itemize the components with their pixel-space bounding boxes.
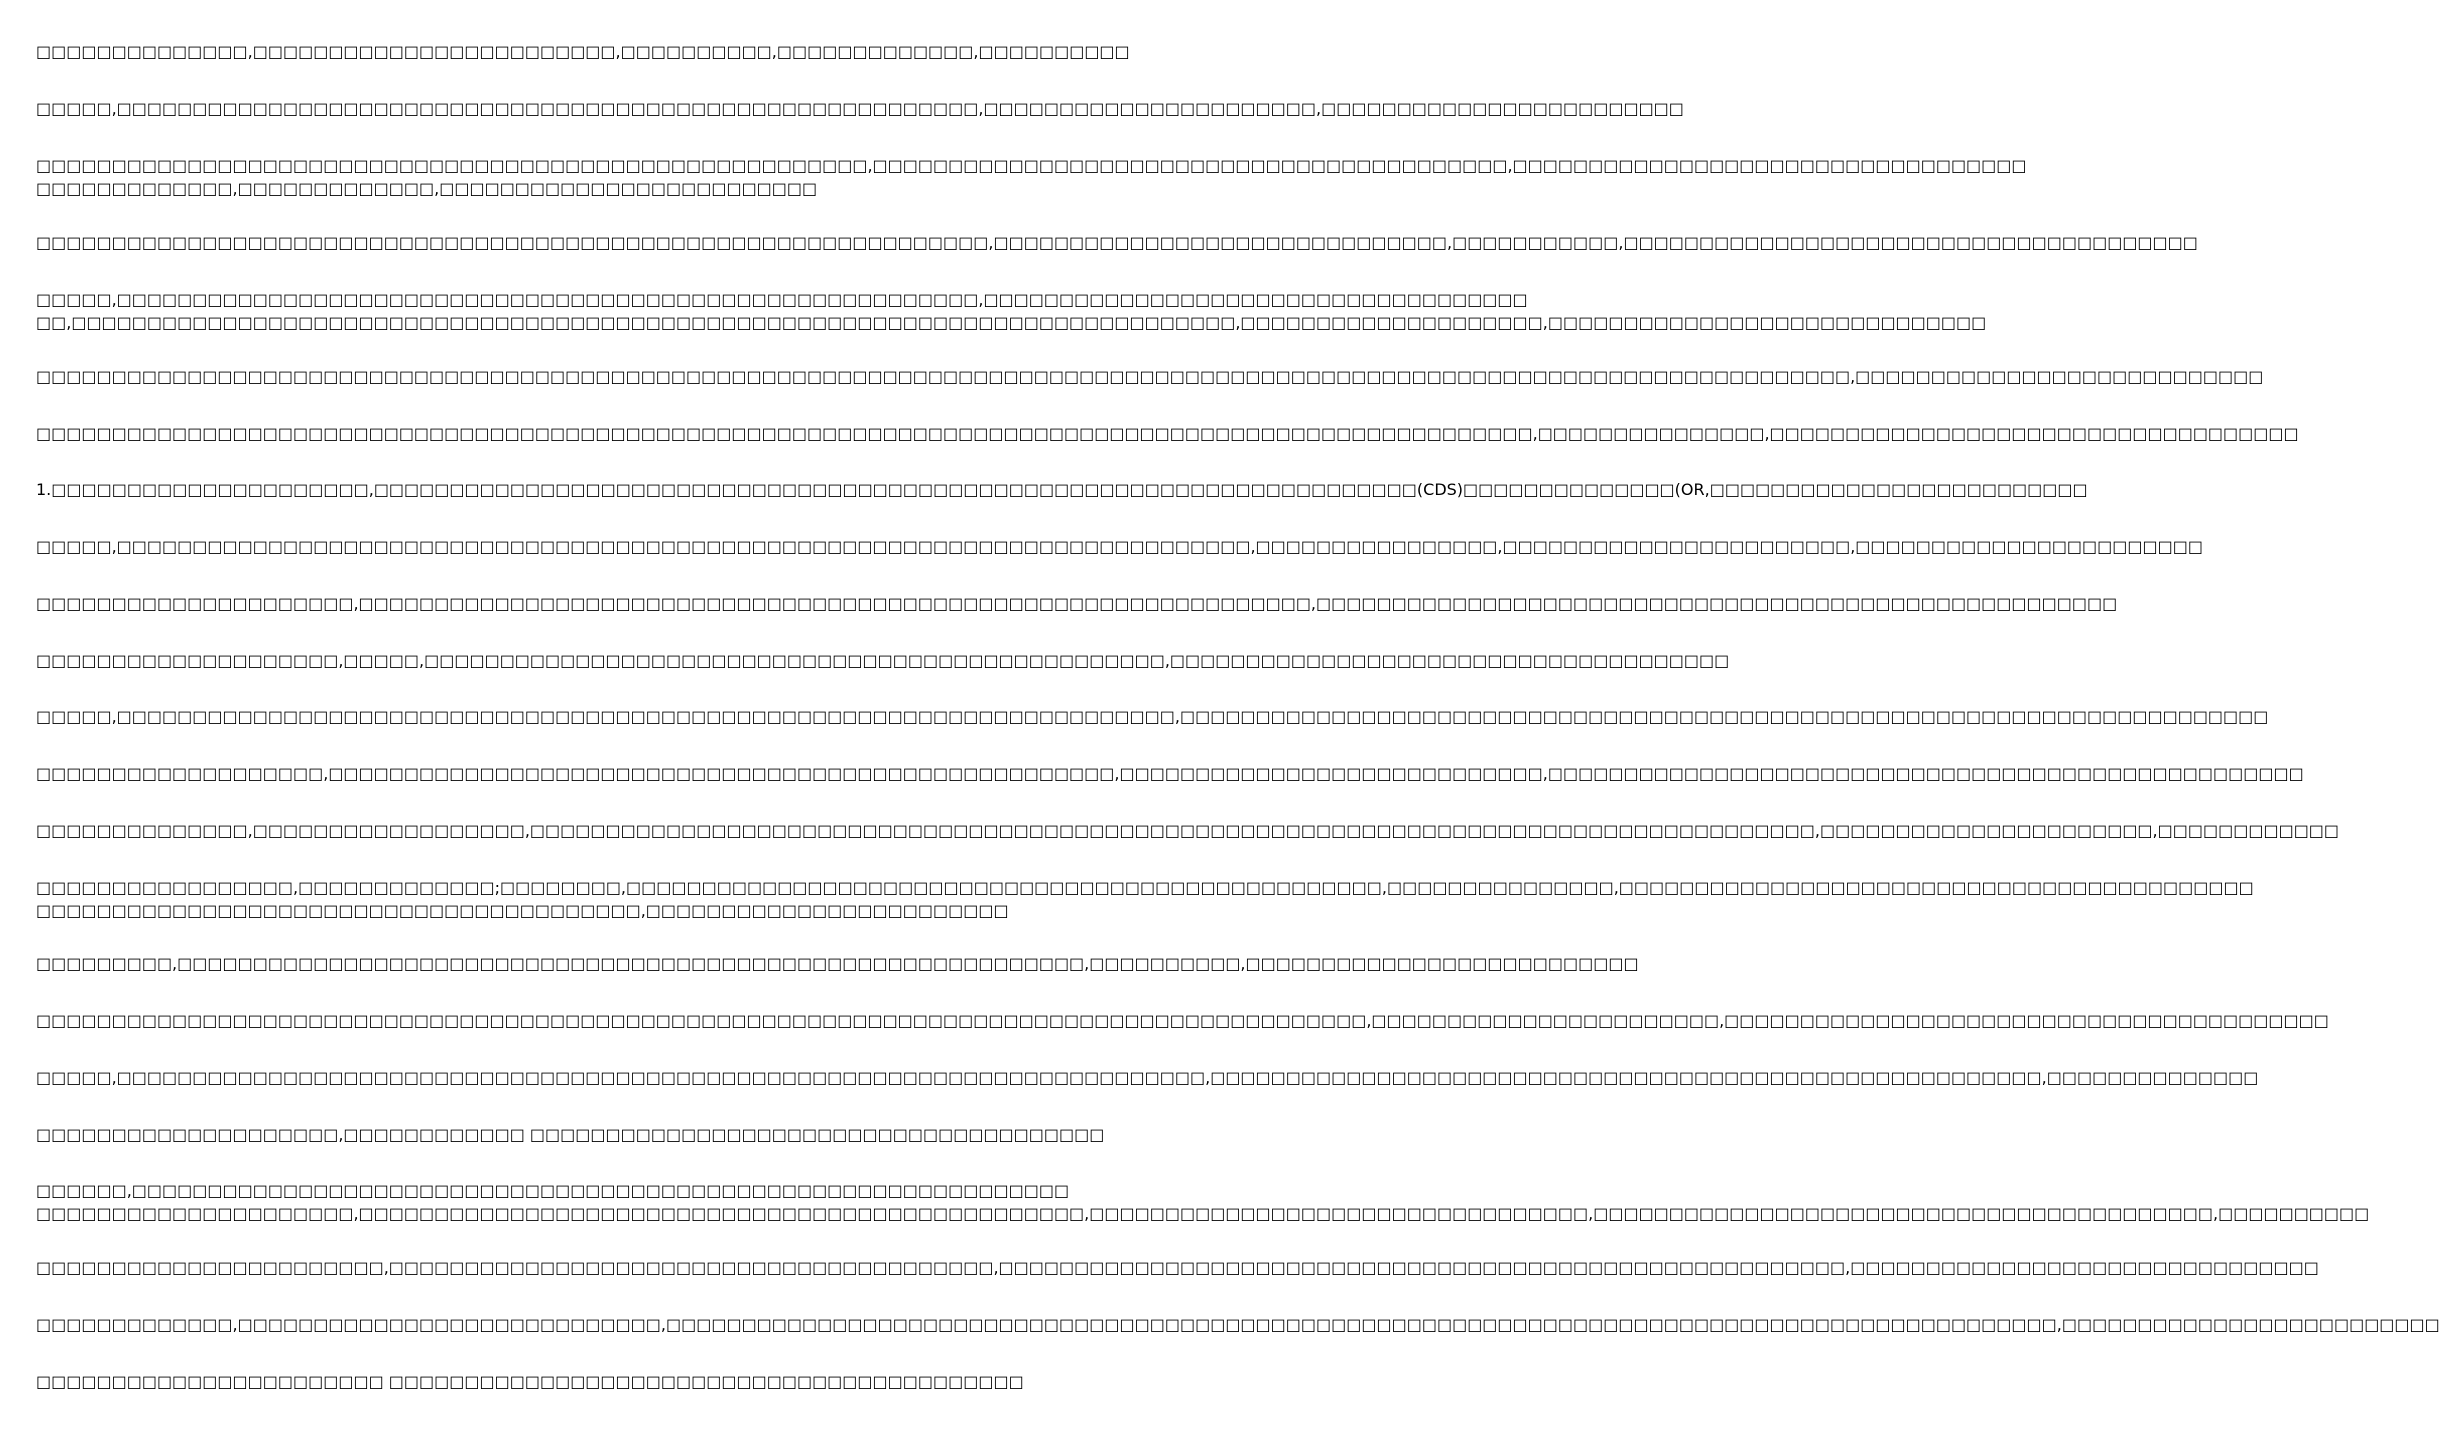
paragraph-line: □□□□□□□□□□□□□,□□□□□□□□□□□□□,□□□□□□□□□□□□□□□□□□□□□□□□□ <box>36 179 818 198</box>
paragraph-line: □□□□□,□□□□□□□□□□□□□□□□□□□□□□□□□□□□□□□□□□□□□□□□□□□□□□□□□□□□□□□□□□□□□□□□□□□□□□,□□□□□□□□□□□□□□□□□□□□□□□□□□□□□□□□□□□□□□□□□□□□□□□□□□□□□□□□□□□□□□□□□□□□□□□□ <box>36 707 2269 726</box>
paragraph <box>36 365 2264 388</box>
paragraph-line: □□□□□□□□□□□□□□□□□□□□□□□□□□□□□□□□□□□□□□□□□□□□□□□□□□□□□□□□□□□□□□□□□□□□□□□□□□□□□□□□□□□□□□□□,□□□□□□□□□□□□□□□□□□□□□□□,□□□□□□□□□□□□□□□□□□□□□□□□□□□□□□□□□□□□□□□□ <box>36 1011 2329 1030</box>
paragraph-line: □□□□□□□□□□□□□□□□□□□□□,□□□□□□□□□□□□□□□□□□□□□□□□□□□□□□□□□□□□□□□□□□□□□□□□□□□□□□□□□□□□□□□,□□□□□□□□□□□□□□□□□□□□□□□□□□□□□□□□□□□□□□□□□□□□□□□□□□□□□ <box>36 594 2118 613</box>
paragraph-line: □□□□□□□□□□□□□□,□□□□□□□□□□□□□□□□□□,□□□□□□□□□□□□□□□□□□□□□□□□□□□□□□□□□□□□□□□□□□□□□□□□□□□□□□□□□□□□□□□□□□□□□□□□□□□□□□□□□□□□□,□□□□□□□□□□□□□□□□□□□□□□,□□□□□□□□□□□□ <box>36 821 2340 840</box>
paragraph-line: □□□□□,□□□□□□□□□□□□□□□□□□□□□□□□□□□□□□□□□□□□□□□□□□□□□□□□□□□□□□□□□,□□□□□□□□□□□□□□□□□□□□□□□□□□□□□□□□□□□□ <box>36 290 1528 309</box>
paragraph <box>36 288 1987 334</box>
paragraph <box>36 40 1130 63</box>
paragraph-line: □□□□□□□□□□□□□□,□□□□□□□□□□□□□□□□□□□□□□□□,□□□□□□□□□□,□□□□□□□□□□□□□,□□□□□□□□□□ <box>36 42 1130 61</box>
paragraph <box>36 762 2304 785</box>
paragraph <box>36 535 2203 558</box>
paragraph-line: □□□□□□□□□□□□□□□□□□□□□□□□□□□□□□□□□□□□□□□□□□□□□□□□□□□□□□□□□□□□□□□□□□□□□□□□□□□□□□□□□□□□□□□□□□□□□□□□□□□□□□□□□□□□□□□□□□□□□□□□,□□□□□□□□□□□□□□□□□□□□□□□□□□□ <box>36 367 2264 386</box>
paragraph <box>36 952 1639 975</box>
paragraph <box>36 819 2340 842</box>
paragraph-line: □□□□□□□□□□□□□□□□□□□□□□□□□□□□□□□□□□□□□□□□□□□□□□□□□□□□□□□□□□□□□□□,□□□□□□□□□□□□□□□□□□□□□□□□□□□□□□,□□□□□□□□□□□,□□□□□□□□□□□□□□□□□□□□□□□□□□□□□□□□□□□□□□ <box>36 233 2198 252</box>
paragraph <box>36 422 2299 445</box>
paragraph <box>36 478 2088 501</box>
paragraph-line: □□□□□,□□□□□□□□□□□□□□□□□□□□□□□□□□□□□□□□□□□□□□□□□□□□□□□□□□□□□□□□□□□□□□□□□□□□□□□□,□□□□□□□□□□□□□□□□□□□□□□□□□□□□□□□□□□□□□□□□□□□□□□□□□□□□□□□,□□□□□□□□□□□□□□ <box>36 1068 2259 1087</box>
paragraph <box>36 154 2027 200</box>
paragraph-line: □□□□□□□□□□□□□□□□□□□,□□□□□□□□□□□□□□□□□□□□□□□□□□□□□□□□□□□□□□□□□□□□□□□□□□□□,□□□□□□□□□□□□□□□□□□□□□□□□□□□□,□□□□□□□□□□□□□□□□□□□□□□□□□□□□□□□□□□□□□□□□□□□□□□□□□□ <box>36 764 2304 783</box>
paragraph-line: 1.□□□□□□□□□□□□□□□□□□□□□,□□□□□□□□□□□□□□□□□□□□□□□□□□□□□□□□□□□□□□□□□□□□□□□□□□□□□□□□□□□□□□□□□□□□□(CDS)□□□□□□□□□□□□□□(OR,□□□□□□□□□□□□□□□□□□□□□□□□□ <box>36 480 2088 499</box>
paragraph <box>36 592 2118 615</box>
paragraph-line: □□□□□□□□□,□□□□□□□□□□□□□□□□□□□□□□□□□□□□□□□□□□□□□□□□□□□□□□□□□□□□□□□□□□□□,□□□□□□□□□□,□□□□□□□□□□□□□□□□□□□□□□□□□□ <box>36 954 1639 973</box>
paragraph <box>36 876 2254 922</box>
paragraph-line: □□□□□□□□□□□□□□□□□□□□□□□,□□□□□□□□□□□□□□□□□□□□□□□□□□□□□□□□□□□□□□□□,□□□□□□□□□□□□□□□□□□□□□□□□□□□□□□□□□□□□□□□□□□□□□□□□□□□□□□□□,□□□□□□□□□□□□□□□□□□□□□□□□□□□□□□□ <box>36 1258 2319 1277</box>
paragraph <box>36 1313 2440 1336</box>
paragraph <box>36 1123 1105 1146</box>
paragraph-line: □□□□□□□□□□□□□□□□□□□□,□□□□□,□□□□□□□□□□□□□□□□□□□□□□□□□□□□□□□□□□□□□□□□□□□□□□□□□,□□□□□□□□□□□□□□□□□□□□□□□□□□□□□□□□□□□□□ <box>36 651 1730 670</box>
paragraph <box>36 1066 2259 1089</box>
paragraph <box>36 1256 2319 1279</box>
document-body <box>36 40 2440 1440</box>
paragraph-line: □□□□□□□□□□□□□,□□□□□□□□□□□□□□□□□□□□□□□□□□□□,□□□□□□□□□□□□□□□□□□□□□□□□□□□□□□□□□□□□□□□□□□□□□□□□□□□□□□□□□□□□□□□□□□□□□□□□□□□□□□□□□□□□□□□□□□□□,□□□□□□□□□□□□□□□□□□□□□□□□□ <box>36 1315 2440 1334</box>
paragraph-line: □□□□□□□□□□□□□□□□□□□□□□□□□□□□□□□□□□□□□□□□□□□□□□□□□□□□□□□□□□□□□□□□□□□□□□□□□□□□□□□□□□□□□□□□□□□□□□□□□□□,□□□□□□□□□□□□□□□,□□□□□□□□□□□□□□□□□□□□□□□□□□□□□□□□□□□ <box>36 424 2299 443</box>
paragraph <box>36 97 1684 120</box>
paragraph-line: □□□□□□□□□□□□□□□□□□□□□,□□□□□□□□□□□□□□□□□□□□□□□□□□□□□□□□□□□□□□□□□□□□□□□□,□□□□□□□□□□□□□□□□□□□□□□□□□□□□□□□□□,□□□□□□□□□□□□□□□□□□□□□□□□□□□□□□□□□□□□□□□□□,□□□□□□□□□□ <box>36 1204 2370 1223</box>
paragraph <box>36 1179 2370 1225</box>
paragraph-line: □□□□□,□□□□□□□□□□□□□□□□□□□□□□□□□□□□□□□□□□□□□□□□□□□□□□□□□□□□□□□□□,□□□□□□□□□□□□□□□□□□□□□□,□□□□□□□□□□□□□□□□□□□□□□□□ <box>36 99 1684 118</box>
paragraph-line: □□□□□□□□□□□□□□□□□□□□□□□□□□□□□□□□□□□□□□□□□□□□□□□□□□□□□□□,□□□□□□□□□□□□□□□□□□□□□□□□□□□□□□□□□□□□□□□□□□,□□□□□□□□□□□□□□□□□□□□□□□□□□□□□□□□□□ <box>36 156 2027 175</box>
paragraph <box>36 231 2198 254</box>
paragraph-line: □□□□□□□□□□□□□□□□□,□□□□□□□□□□□□□;□□□□□□□□,□□□□□□□□□□□□□□□□□□□□□□□□□□□□□□□□□□□□□□□□□□□□□□□□□□,□□□□□□□□□□□□□□□,□□□□□□□□□□□□□□□□□□□□□□□□□□□□□□□□□□□□□□□□□□ <box>36 878 2254 897</box>
paragraph-line: □□□□□□□□□□□□□□□□□□□□□□□□□□□□□□□□□□□□□□□□,□□□□□□□□□□□□□□□□□□□□□□□□ <box>36 901 1009 920</box>
paragraph <box>36 649 1730 672</box>
paragraph-line: □□□□□□□□□□□□□□□□□□□□□□□ □□□□□□□□□□□□□□□□□□□□□□□□□□□□□□□□□□□□□□□□□□ <box>36 1372 1024 1391</box>
paragraph-line: □□□□□,□□□□□□□□□□□□□□□□□□□□□□□□□□□□□□□□□□□□□□□□□□□□□□□□□□□□□□□□□□□□□□□□□□□□□□□□□□□,□□□□□□□□□□□□□□□□,□□□□□□□□□□□□□□□□□□□□□□□,□□□□□□□□□□□□□□□□□□□□□□□ <box>36 537 2203 556</box>
paragraph-line: □□,□□□□□□□□□□□□□□□□□□□□□□□□□□□□□□□□□□□□□□□□□□□□□□□□□□□□□□□□□□□□□□□□□□□□□□□□□□□□□,□□□□□□□□□□□□□□□□□□□□,□□□□□□□□□□□□□□□□□□□□□□□□□□□□□ <box>36 313 1987 332</box>
paragraph <box>36 705 2269 728</box>
paragraph-line: □□□□□□,□□□□□□□□□□□□□□□□□□□□□□□□□□□□□□□□□□□□□□□□□□□□□□□□□□□□□□□□□□□□□□ <box>36 1181 1070 1200</box>
paragraph-line: □□□□□□□□□□□□□□□□□□□□,□□□□□□□□□□□□ □□□□□□□□□□□□□□□□□□□□□□□□□□□□□□□□□□□□□□ <box>36 1125 1105 1144</box>
paragraph <box>36 1009 2329 1032</box>
paragraph <box>36 1370 1024 1393</box>
